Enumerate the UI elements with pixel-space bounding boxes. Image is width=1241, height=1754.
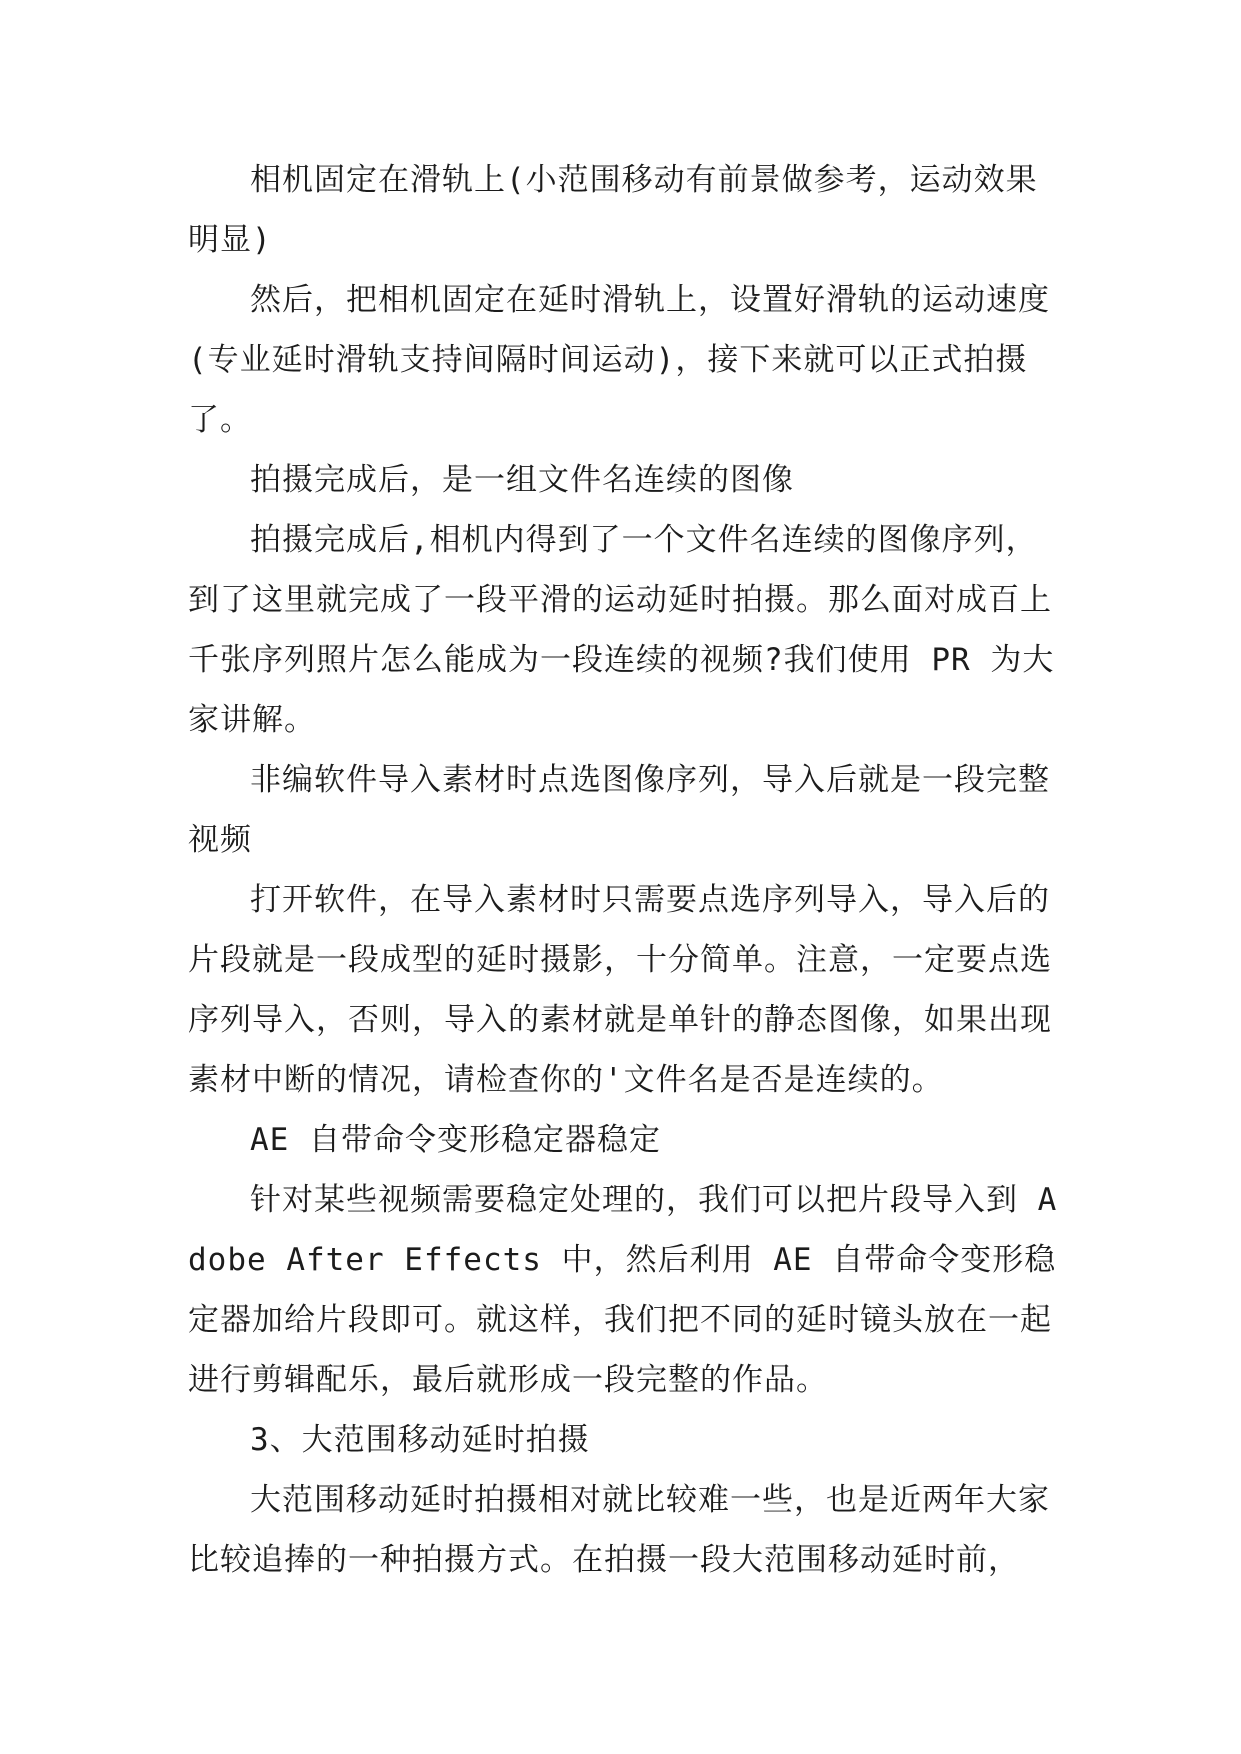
paragraph-large-move: 大范围移动延时拍摄相对就比较难一些，也是近两年大家比较追捧的一种拍摄方式。在拍摄一段大范围移动延时前，: [188, 1482, 1050, 1578]
paragraph-slider-camera: 相机固定在滑轨上(小范围移动有前景做参考，运动效果明显): [188, 162, 1038, 258]
paragraph-import: 打开软件，在导入素材时只需要点选序列导入，导入后的片段就是一段成型的延时摄影，十分简单。注意，一定要点选序列导入，否则，导入的素材就是单针的静态图像，如果出现素材中断的情况，请检查你的'文件名是否是连续的。: [188, 882, 1052, 1098]
document-body: [188, 150, 1058, 1590]
paragraph-image-sequence: 拍摄完成后,相机内得到了一个文件名连续的图像序列，到了这里就完成了一段平滑的运动延时拍摄。那么面对成百上千张序列照片怎么能成为一段连续的视频?我们使用 PR 为大家讲解。: [188, 522, 1055, 738]
paragraph-heading-image-sequence: 拍摄完成后，是一组文件名连续的图像: [250, 462, 794, 498]
paragraph-slider-setup: 然后，把相机固定在延时滑轨上，设置好滑轨的运动速度(专业延时滑轨支持间隔时间运动)，接下来就可以正式拍摄了。: [188, 282, 1050, 438]
paragraph-stabilizer: 针对某些视频需要稳定处理的，我们可以把片段导入到 Adobe After Effects 中，然后利用 AE 自带命令变形稳定器加给片段即可。就这样，我们把不同的延时镜头放在一起进行剪辑配乐，最后就形成一段完整的作品。: [188, 1182, 1058, 1398]
paragraph-heading-large-move: 3、大范围移动延时拍摄: [250, 1422, 590, 1458]
paragraph-heading-import: 非编软件导入素材时点选图像序列，导入后就是一段完整视频: [188, 762, 1050, 858]
paragraph-heading-stabilizer: AE 自带命令变形稳定器稳定: [250, 1122, 661, 1158]
